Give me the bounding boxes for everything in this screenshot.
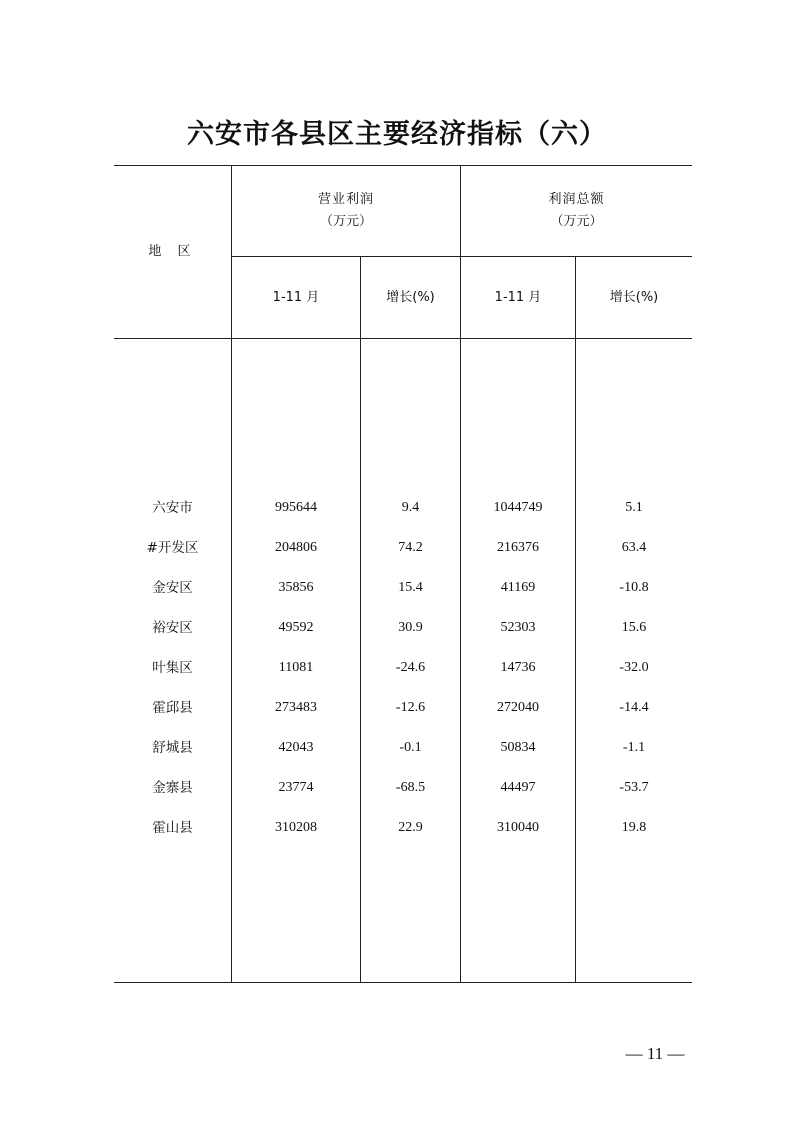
total-profit-growth: 5.1 bbox=[625, 500, 643, 515]
total-profit-growth: 63.4 bbox=[621, 540, 647, 555]
operating-profit-growth: 9.4 bbox=[401, 500, 420, 515]
operating-profit-header bbox=[232, 165, 460, 256]
operating-profit-growth: 30.9 bbox=[398, 620, 423, 635]
operating-profit-value: 35856 bbox=[278, 580, 314, 595]
subheader-total-growth: 增长(%) bbox=[609, 289, 659, 305]
total-profit-value: 44497 bbox=[500, 780, 536, 795]
table-row bbox=[114, 496, 692, 520]
region-name: 霍山县 bbox=[152, 820, 193, 836]
operating-profit-value: 310208 bbox=[275, 820, 317, 835]
operating-profit-value: 23774 bbox=[278, 780, 314, 795]
page-title: 六安市各县区主要经济指标（六） bbox=[187, 119, 607, 150]
operating-profit-value: 204806 bbox=[275, 540, 317, 555]
region-name: 裕安区 bbox=[152, 620, 193, 636]
operating-profit-value: 995644 bbox=[275, 500, 317, 515]
region-column-header: 地 区 bbox=[148, 243, 197, 259]
region-name: 六安市 bbox=[152, 500, 193, 516]
total-profit-growth: -14.4 bbox=[619, 700, 649, 715]
operating-profit-growth: -12.6 bbox=[395, 700, 426, 715]
operating-profit-growth: 22.9 bbox=[398, 820, 423, 835]
table-row bbox=[114, 656, 692, 680]
total-profit-growth: 15.6 bbox=[621, 620, 647, 635]
total-profit-unit: （万元） bbox=[550, 213, 603, 229]
table-row bbox=[114, 576, 692, 600]
region-name: 叶集区 bbox=[152, 660, 193, 676]
header-bottom-rule bbox=[114, 338, 692, 339]
total-profit-label: 利润总额 bbox=[548, 191, 605, 207]
region-name: 霍邱县 bbox=[152, 700, 193, 716]
total-profit-value: 14736 bbox=[500, 660, 536, 675]
operating-profit-value: 11081 bbox=[278, 660, 314, 675]
table-row bbox=[114, 776, 692, 800]
total-profit-value: 41169 bbox=[500, 580, 536, 595]
total-profit-value: 50834 bbox=[500, 740, 536, 755]
subheader-op-ytd: 1-11 月 bbox=[272, 289, 320, 305]
region-name: 金安区 bbox=[152, 580, 193, 596]
total-profit-growth: -53.7 bbox=[619, 780, 649, 795]
total-profit-value: 310040 bbox=[497, 820, 539, 835]
operating-profit-growth: -24.6 bbox=[395, 660, 426, 675]
total-profit-value: 272040 bbox=[497, 700, 539, 715]
operating-profit-value: 273483 bbox=[275, 700, 317, 715]
operating-profit-growth: 15.4 bbox=[398, 580, 423, 595]
total-profit-value: 1044749 bbox=[493, 500, 543, 515]
operating-profit-growth: -68.5 bbox=[395, 780, 426, 795]
total-profit-growth: -1.1 bbox=[622, 740, 646, 755]
total-profit-growth: -10.8 bbox=[619, 580, 649, 595]
table-row bbox=[114, 736, 692, 760]
subheader-total-ytd: 1-11 月 bbox=[494, 289, 542, 305]
total-profit-growth: -32.0 bbox=[619, 660, 649, 675]
subheader-op-growth: 增长(%) bbox=[386, 289, 435, 305]
table-row bbox=[114, 536, 692, 560]
table-bottom-rule bbox=[114, 982, 692, 983]
operating-profit-growth: -0.1 bbox=[399, 740, 422, 755]
table-row bbox=[114, 696, 692, 720]
operating-profit-growth: 74.2 bbox=[398, 540, 423, 555]
total-profit-header bbox=[461, 165, 692, 256]
region-name: 舒城县 bbox=[152, 740, 193, 756]
operating-profit-value: 42043 bbox=[278, 740, 314, 755]
page-number: — 11 — bbox=[625, 1044, 685, 1063]
total-profit-value: 216376 bbox=[497, 540, 539, 555]
table-row bbox=[114, 616, 692, 640]
total-profit-growth: 19.8 bbox=[621, 820, 647, 835]
operating-profit-value: 49592 bbox=[278, 620, 314, 635]
table-row bbox=[114, 816, 692, 840]
region-name: 金寨县 bbox=[152, 780, 193, 796]
total-profit-value: 52303 bbox=[500, 620, 536, 635]
operating-profit-unit: （万元） bbox=[319, 213, 372, 229]
operating-profit-label: 营业利润 bbox=[317, 191, 374, 207]
region-name: #开发区 bbox=[146, 540, 199, 556]
